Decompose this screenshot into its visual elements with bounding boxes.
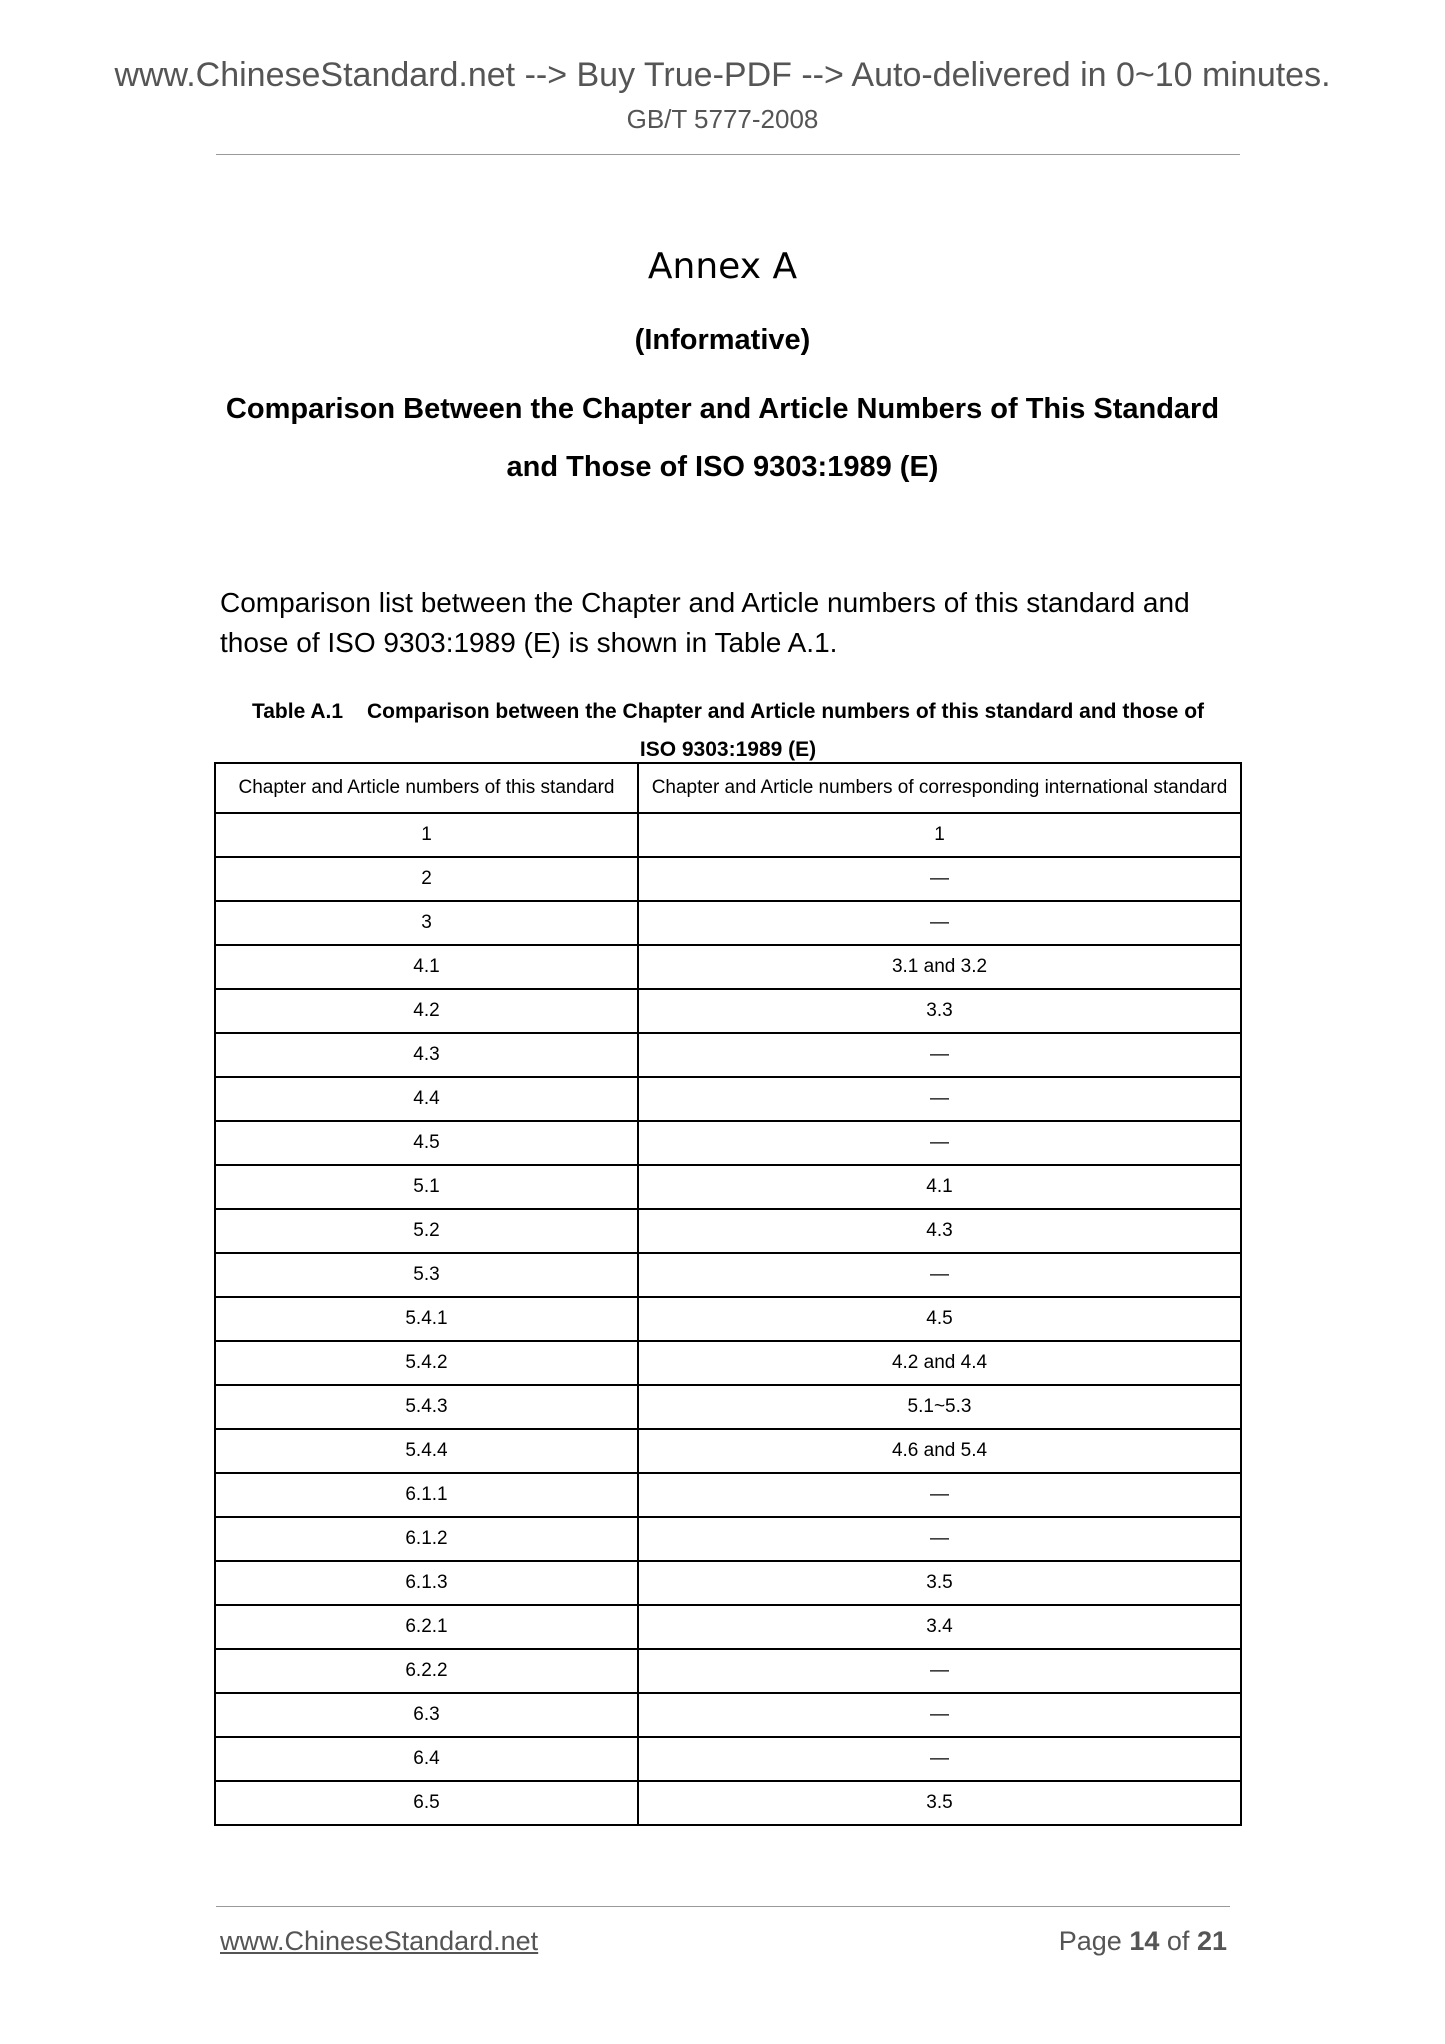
table-row xyxy=(215,1561,1241,1605)
annex-heading-line2: and Those of ISO 9303:1989 (E) xyxy=(506,451,939,483)
cell-international-standard: 4.2 and 4.4 xyxy=(638,1341,1241,1385)
table-row xyxy=(215,1385,1241,1429)
comparison-table xyxy=(214,762,1242,1826)
cell-this-standard: 6.2.2 xyxy=(215,1649,638,1693)
table-row xyxy=(215,1649,1241,1693)
table-row xyxy=(215,1693,1241,1737)
cell-this-standard: 6.1.1 xyxy=(215,1473,638,1517)
table-caption-text: Comparison between the Chapter and Article numbers of this standard and those of xyxy=(367,700,1205,723)
annex-heading-line1: Comparison Between the Chapter and Article Numbers of This Standard xyxy=(225,393,1220,425)
table-row xyxy=(215,1341,1241,1385)
cell-international-standard: — xyxy=(638,1077,1241,1121)
table-row xyxy=(215,1165,1241,1209)
header-divider xyxy=(216,154,1240,155)
cell-this-standard: 4.3 xyxy=(215,1033,638,1077)
cell-this-standard: 4.5 xyxy=(215,1121,638,1165)
table-row xyxy=(215,1517,1241,1561)
cell-international-standard: — xyxy=(638,1121,1241,1165)
cell-this-standard: 3 xyxy=(215,901,638,945)
cell-this-standard: 5.3 xyxy=(215,1253,638,1297)
table-row xyxy=(215,813,1241,857)
cell-international-standard: 3.4 xyxy=(638,1605,1241,1649)
cell-this-standard: 6.5 xyxy=(215,1781,638,1825)
table-row xyxy=(215,1121,1241,1165)
cell-international-standard: 4.5 xyxy=(638,1297,1241,1341)
cell-international-standard: — xyxy=(638,1253,1241,1297)
cell-international-standard: 3.3 xyxy=(638,989,1241,1033)
cell-this-standard: 1 xyxy=(215,813,638,857)
cell-international-standard: 1 xyxy=(638,813,1241,857)
cell-this-standard: 5.1 xyxy=(215,1165,638,1209)
table-row xyxy=(215,945,1241,989)
cell-international-standard: 3.5 xyxy=(638,1781,1241,1825)
cell-international-standard: 4.1 xyxy=(638,1165,1241,1209)
table-row xyxy=(215,1429,1241,1473)
table-row xyxy=(215,1077,1241,1121)
cell-international-standard: 4.3 xyxy=(638,1209,1241,1253)
table-header-row xyxy=(215,763,1241,813)
table-row xyxy=(215,1033,1241,1077)
cell-international-standard: — xyxy=(638,1693,1241,1737)
annex-title: Annex A xyxy=(647,246,798,287)
page-current: 14 xyxy=(1129,1926,1160,1956)
cell-this-standard: 5.2 xyxy=(215,1209,638,1253)
footer-website-link[interactable]: www.ChineseStandard.net xyxy=(220,1926,539,1956)
cell-this-standard: 4.4 xyxy=(215,1077,638,1121)
cell-this-standard: 4.2 xyxy=(215,989,638,1033)
table-row xyxy=(215,1781,1241,1825)
footer-divider xyxy=(216,1906,1230,1907)
table-row xyxy=(215,1209,1241,1253)
table-body xyxy=(215,813,1241,1825)
header-international-standard: Chapter and Article numbers of corresponding international standard xyxy=(638,763,1241,813)
cell-international-standard: 5.1~5.3 xyxy=(638,1385,1241,1429)
page-of: of xyxy=(1166,1926,1190,1956)
standard-code: GB/T 5777-2008 xyxy=(626,104,819,134)
table-row xyxy=(215,989,1241,1033)
cell-this-standard: 5.4.3 xyxy=(215,1385,638,1429)
header-this-standard: Chapter and Article numbers of this standard xyxy=(215,763,638,813)
table-row xyxy=(215,1473,1241,1517)
table-caption xyxy=(216,693,1240,769)
cell-this-standard: 6.2.1 xyxy=(215,1605,638,1649)
cell-this-standard: 5.4.4 xyxy=(215,1429,638,1473)
intro-paragraph: Comparison list between the Chapter and Article numbers of this standard and those of ISO 9303:1989 (E) is shown in Table A.1. xyxy=(220,587,1190,658)
cell-international-standard: — xyxy=(638,1737,1241,1781)
cell-this-standard: 6.1.3 xyxy=(215,1561,638,1605)
cell-international-standard: 3.1 and 3.2 xyxy=(638,945,1241,989)
table-row xyxy=(215,901,1241,945)
table-row xyxy=(215,857,1241,901)
cell-this-standard: 4.1 xyxy=(215,945,638,989)
cell-this-standard: 5.4.1 xyxy=(215,1297,638,1341)
cell-international-standard: — xyxy=(638,1517,1241,1561)
table-row xyxy=(215,1737,1241,1781)
page-prefix: Page xyxy=(1058,1926,1122,1956)
cell-this-standard: 6.4 xyxy=(215,1737,638,1781)
cell-this-standard: 6.1.2 xyxy=(215,1517,638,1561)
table-row xyxy=(215,1297,1241,1341)
cell-this-standard: 6.3 xyxy=(215,1693,638,1737)
annex-type: (Informative) xyxy=(634,324,811,356)
page-number xyxy=(1059,1926,1227,1957)
annex-heading xyxy=(0,380,1445,496)
cell-international-standard: — xyxy=(638,901,1241,945)
table-row xyxy=(215,1253,1241,1297)
header-banner: www.ChineseStandard.net --> Buy True-PDF --> Auto-delivered in 0~10 minutes. xyxy=(114,56,1331,94)
page-total: 21 xyxy=(1196,1926,1227,1956)
cell-this-standard: 2 xyxy=(215,857,638,901)
table-caption-number: Table A.1 xyxy=(251,700,344,723)
table-row xyxy=(215,1605,1241,1649)
cell-international-standard: — xyxy=(638,857,1241,901)
cell-international-standard: 3.5 xyxy=(638,1561,1241,1605)
cell-this-standard: 5.4.2 xyxy=(215,1341,638,1385)
cell-international-standard: — xyxy=(638,1473,1241,1517)
cell-international-standard: — xyxy=(638,1649,1241,1693)
cell-international-standard: — xyxy=(638,1033,1241,1077)
table-caption-line2: ISO 9303:1989 (E) xyxy=(639,738,817,761)
cell-international-standard: 4.6 and 5.4 xyxy=(638,1429,1241,1473)
